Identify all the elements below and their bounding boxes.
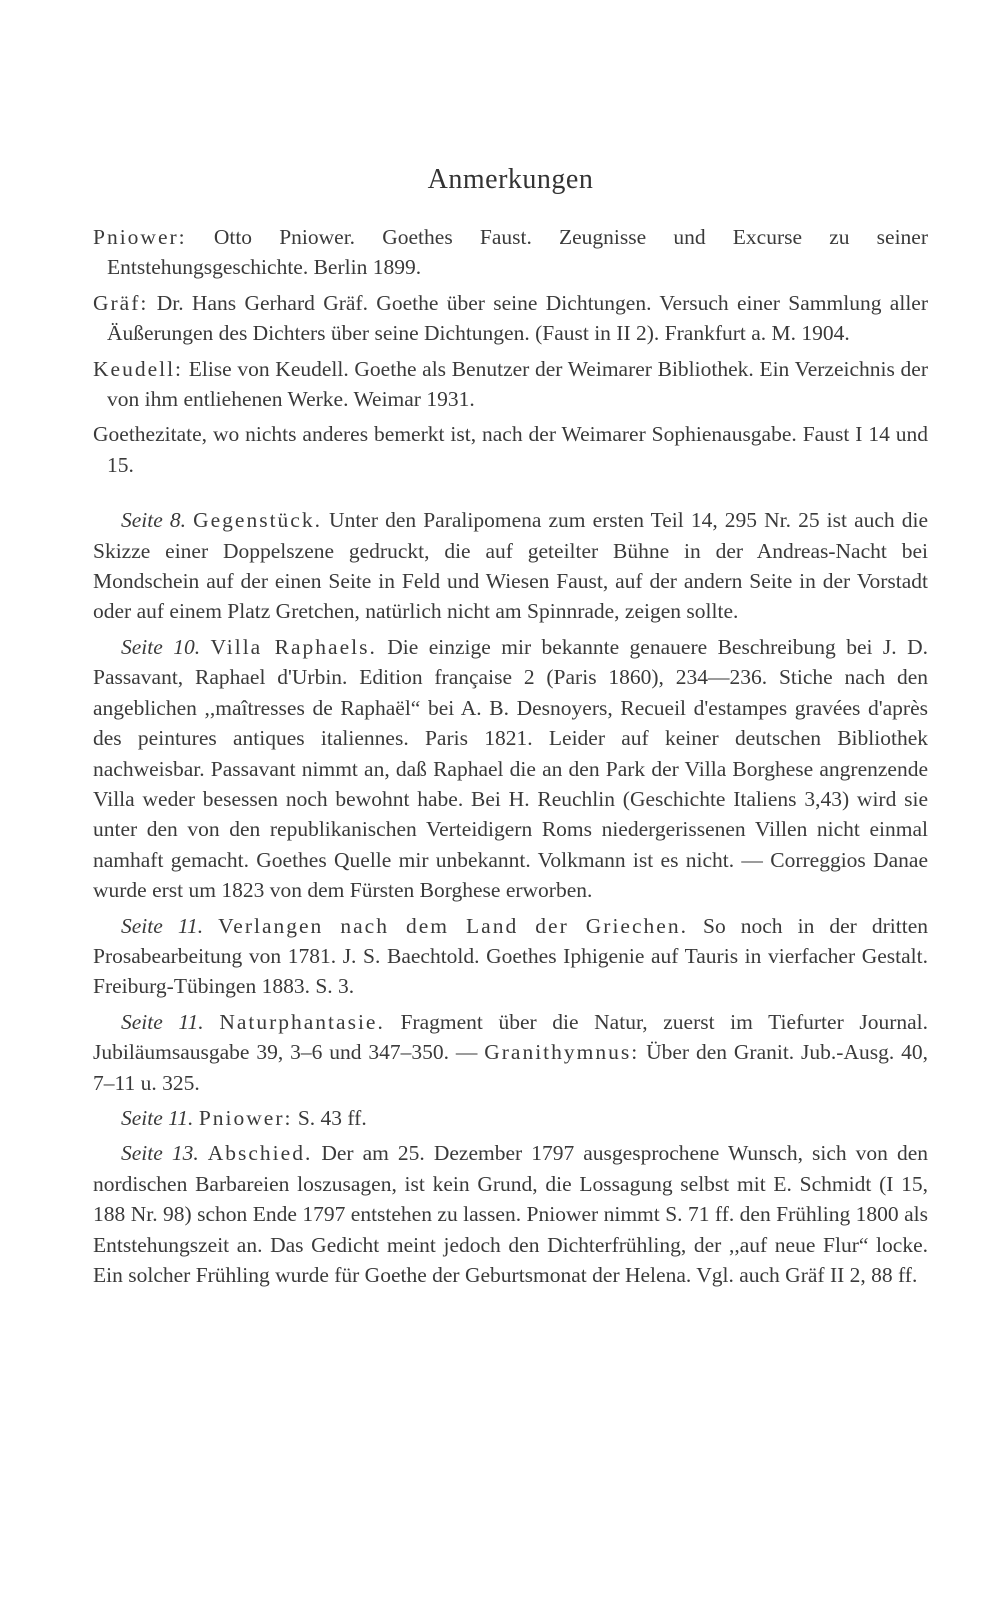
reference-graef — [93, 288, 928, 349]
note-text-secondary: Über den Granit. Jub.-Ausg. 40, 7–11 u. 325. — [93, 1040, 928, 1095]
reference-pniower — [93, 222, 928, 283]
note-text: S. 43 ff. — [292, 1105, 367, 1130]
reference-text: Otto Pniower. Goethes Faust. Zeugnisse und Excurse zu seiner Entstehungsgeschichte. Berlin 1899. — [107, 225, 928, 280]
note-seite-13 — [93, 1138, 928, 1290]
note-keyword: Pniower: — [198, 1105, 293, 1130]
section-gap — [93, 485, 928, 505]
note-seite-11-natur — [93, 1007, 928, 1098]
note-text: Fragment über die Natur, zuerst im Tiefurter Journal. Jubiläumsausgabe 39, 3–6 und 347–350. — — [93, 1009, 929, 1065]
note-text: Der am 25. Dezember 1797 ausgesprochene Wunsch, sich von den nordischen Barbareien loszusagen, ist kein Grund, die Lossagung selbst mit E. Schmidt (I 15, 188 Nr. 98) schon Ende 1797 entstehen zu lassen. Pniower nimmt S. 71 ff. den Frühling 1800 als Entstehungszeit an. Das Gedicht meint jedoch den Dichterfrühling, der ,,auf neue Flur“ locke. Ein solcher Frühling wurde für Goethe der Geburtsmonat der Helena. Vgl. auch Gräf II 2, 88 ff. — [93, 1141, 929, 1287]
reference-keudell — [93, 354, 928, 415]
note-page-ref: Seite 11. — [121, 913, 204, 938]
note-page-ref: Seite 10. — [121, 634, 201, 659]
note-keyword: Abschied. — [207, 1141, 313, 1166]
note-page-ref: Seite 11. — [121, 1009, 204, 1034]
note-seite-11-pniower — [93, 1103, 928, 1133]
reference-text: Goethezitate, wo nichts anderes bemerkt ist, nach der Weimarer Sophienausgabe. Faust I 14 und 15. — [93, 422, 928, 477]
note-page-ref: Seite 8. — [121, 508, 186, 533]
reference-key: Gräf: — [93, 290, 149, 315]
note-page-ref: Seite 11. — [121, 1105, 194, 1130]
note-text: Die einzige mir bekannte genauere Beschreibung bei J. D. Passavant, Raphael d'Urbin. Edition française 2 (Paris 1860), 234—236. Stiche nach den angeblichen ,,maîtresses de Raphaël“ bei A. B. Desnoyers, Recueil d'estampes gravées d'après des peintures antiques italiennes. Paris 1821. Leider auf keiner deutschen Bibliothek nachweisbar. Passavant nimmt an, daß Raphael die an den Park der Villa Borghese angrenzende Villa weder besessen noch bewohnt habe. Bei H. Reuchlin (Geschichte Italiens 3,43) wird sie unter den von den republikanischen Verteidigern Roms niedergerissenen Villen nicht einmal namhaft gemacht. Goethes Quelle mir unbekannt. Volkmann ist es nicht. — Correggios Danae wurde erst um 1823 von dem Fürsten Borghese erworben. — [93, 634, 928, 903]
note-keyword: Gegenstück. — [193, 508, 322, 533]
note-seite-10 — [93, 632, 928, 906]
reference-text: Dr. Hans Gerhard Gräf. Goethe über seine Dichtungen. Versuch einer Sammlung aller Äußerungen des Dichters über seine Dichtungen. (Faust in II 2). Frankfurt a. M. 1904. — [107, 290, 928, 346]
reference-text: Elise von Keudell. Goethe als Benutzer der Weimarer Bibliothek. Ein Verzeichnis der von ihm entliehenen Werke. Weimar 1931. — [107, 356, 928, 412]
note-keyword: Villa Raphaels. — [210, 634, 377, 659]
note-keyword: Verlangen nach dem Land der Griechen. — [218, 913, 688, 938]
page-title: Anmerkungen — [427, 164, 594, 195]
note-keyword-secondary: Granithymnus: — [484, 1040, 640, 1065]
reference-key: Pniower: — [93, 225, 187, 249]
note-seite-11-griechen — [93, 911, 928, 1002]
note-keyword: Naturphantasie. — [219, 1009, 385, 1034]
note-seite-8 — [93, 505, 928, 627]
note-page-ref: Seite 13. — [121, 1141, 199, 1166]
page-body — [93, 160, 928, 1295]
note-text: Unter den Paralipomena zum ersten Teil 14, 295 Nr. 25 ist auch die Skizze einer Doppelszene gedruckt, die auf geteilter Bühne in der Andreas-Nacht bei Mondschein auf der einen Seite in Feld und Wiesen Faust, auf der andern Seite in der Vorstadt oder auf einem Platz Gretchen, natürlich nicht am Spinnrade, zeigen sollte. — [93, 508, 929, 624]
reference-goethezitate — [93, 419, 928, 480]
note-text: So noch in der dritten Prosabearbeitung von 1781. J. S. Baechtold. Goethes Iphigenie auf Tauris in vierfacher Gestalt. Freiburg-Tübingen 1883. S. 3. — [93, 913, 928, 999]
reference-key: Keudell: — [93, 356, 184, 381]
